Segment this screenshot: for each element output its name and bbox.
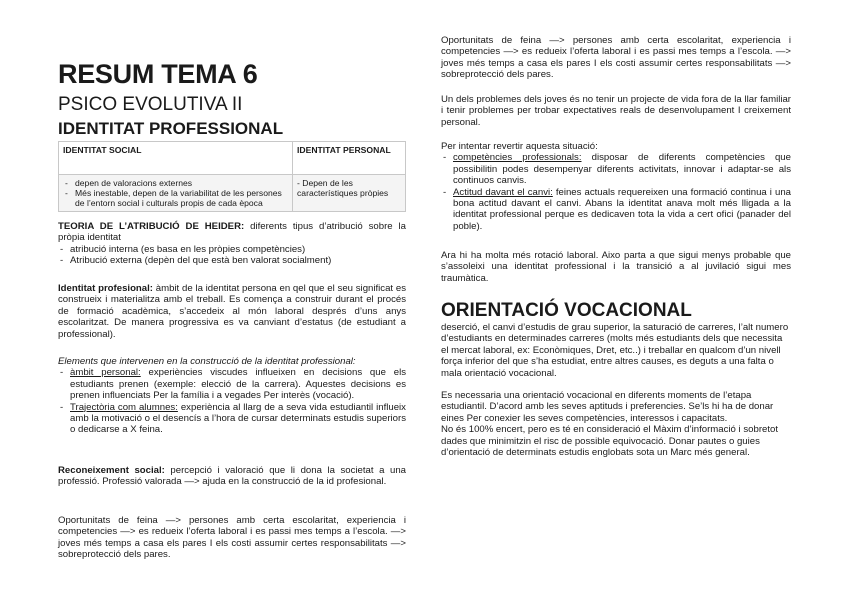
revertir-item-text: feines actuals requereixen una formació continua i una bona actitud davant el canvi. Abans la identitat anava molt més lligada a la identitat professional perque es dedicaven tota la vida a cert ofici (panader del poble).: [453, 186, 791, 232]
revertir-item-text: disposar de diferents competències que possibilitin podes desempenyar diferents activitats, innovar i adaptar-se als continuos canvis.: [453, 152, 791, 187]
table-row: [59, 175, 406, 212]
list-item: - Més inestable, depen de la variabilitat de les persones de l’entorn social i culturals propis de cada època: [63, 188, 288, 208]
reconeixement-block: [58, 465, 406, 488]
identitat-prof-heading: Identitat profesional:: [58, 283, 153, 294]
table-header-row: [59, 142, 406, 175]
list-item: [58, 367, 406, 401]
list-item: - depen de valoracions externes: [63, 178, 288, 188]
orientacio-block: [441, 300, 791, 458]
revertir-item-label: Actitud davant el canvi:: [453, 186, 553, 198]
heider-heading: TEORIA DE L’ATRIBUCIÓ DE HEIDER:: [58, 221, 245, 232]
elements-block: [58, 356, 406, 436]
elements-item-text: experiències viscudes influeixen en decisions que els estudiants prenen (exemple: elecció de la carrera). Aquestes decisions es prenen influenciats Per la família i a vegades Per interès (vocació).: [70, 367, 406, 402]
table-cell-social: [59, 175, 293, 212]
list-item: [58, 402, 406, 436]
oportunitats-block: [58, 515, 406, 561]
elements-item-text: experiència al llarg de a seva vida estudiantil influeix amb la motivació o el desencís a l’hora de cursar determinats estudis superiors o dedicarse a X feina.: [70, 401, 406, 436]
elements-item-label: àmbit personal:: [70, 367, 141, 379]
page-title: RESUM TEMA 6: [58, 59, 258, 89]
list-item: [441, 152, 791, 186]
oportunitats-continuation: [441, 35, 791, 81]
identity-table: [58, 141, 406, 212]
orientacio-paragraph-3: No és 100% encert, pero es té en consideració el Màxim d’informació i sobretot dades que minimitzin el risc de possible equivocació. Donar pautes o guies d’orientació de determinats estudis englobats sota un Marc més general.: [441, 424, 779, 459]
reconeixement-text: percepció i valoració que li dona la societat a una professió. Professió valorada —> ajuda en la construcció de la id profesional.: [58, 465, 406, 488]
oportunitats-paragraph: Oportunitats de feina —> persones amb certa escolaritat, experiencia i competencies —> es redueix l’oferta laboral i es passi mes temps a l’escola. —> joves més temps a casa els pares I els costi assumir certes responsabilitats —> sobreprotecció dels pares.: [58, 515, 406, 561]
table-header-social: IDENTITAT SOCIAL: [59, 142, 293, 175]
heider-paragraph: [58, 221, 406, 244]
problemes-block: [441, 94, 791, 128]
identitat-prof-paragraph: [58, 283, 406, 340]
orientacio-heading: ORIENTACIÓ VOCACIONAL: [441, 300, 692, 321]
table-cell-personal: - Depen de les característiques pròpies: [293, 175, 406, 212]
heider-block: [58, 221, 406, 267]
reconeixement-paragraph: [58, 465, 406, 488]
problemes-paragraph: Un dels problemes dels joves és no tenir un projecte de vida fora de la llar familiar i tenir problemes per trobar expectatives reals de desenvolupament I creixement personal.: [441, 94, 791, 128]
elements-heading: Elements que intervenen en la construcció de la identitat professional:: [58, 356, 356, 367]
identitat-prof-block: [58, 283, 406, 340]
list-item: [441, 187, 791, 233]
rotacio-paragraph: Ara hi ha molta més rotació laboral. Aixo parta a que sigui menys probable que s’assoleixi una identitat professional i la transició a al juvilació sigui mes traumàtica.: [441, 250, 791, 284]
continuation-block: [441, 35, 791, 81]
identitat-prof-text: àmbit de la identitat persona en qel que el seu significat es construeix i materialitza amb el treball. Es comença a construir durant el procés de formació acadèmica, s’accedeix al món laboral després d’uns anys escolaritzat. De manera progressiva es va canviant d’estatus (de estudiant a professional).: [58, 283, 406, 340]
orientacio-paragraph-1: deserció, el canvi d’estudis de grau superior, la saturació de carreres, l’alt numero d’estudiants en determinades carreres (molts més estudiants dels que necessita el mercat laboral, ex: Econòmiques, Dret, etc..) i treballar en qualcom d’un nivell força inferior del que s’ha estudiat, entre altres causes, es deguts a una falta o mala orientació vocacional.: [441, 322, 789, 379]
section-title-identitat: IDENTITAT PROFESSIONAL: [58, 119, 284, 138]
list-item: - Atribució externa (depèn del que està ben valorat socialment): [58, 255, 406, 266]
list-item: - atribució interna (es basa en les pròpies competències): [58, 244, 406, 255]
page-subtitle: PSICO EVOLUTIVA II: [58, 94, 243, 115]
oportunitats-tail: Oportunitats de feina —> persones amb certa escolaritat, experiencia i competencies —> es redueix l’oferta laboral i es passi mes temps a l’escola. —> joves més temps a casa els pares I els costi assumir certes responsabilitats —> sobreprotecció dels pares.: [441, 35, 791, 81]
orientacio-paragraph-2: Es necessaria una orientació vocacional en diferents moments de l’etapa estudiantil. D’acord amb les seves aptituds i preferencies. Se’ls hi ha de donar eines Per conexier les seves competències, interessos i capacitats.: [441, 390, 774, 424]
revertir-block: [441, 141, 791, 232]
table-header-personal: IDENTITAT PERSONAL: [293, 142, 406, 175]
elements-item-label: Trajectòria com alumnes:: [70, 401, 178, 413]
revertir-item-label: competències professionals:: [453, 152, 582, 164]
revertir-intro: Per intentar revertir aquesta situació:: [441, 141, 598, 152]
reconeixement-heading: Reconeixement social:: [58, 465, 165, 476]
rotacio-block: [441, 250, 791, 284]
heider-text: diferents tipus d’atribució sobre la pròpia identitat: [58, 221, 406, 244]
